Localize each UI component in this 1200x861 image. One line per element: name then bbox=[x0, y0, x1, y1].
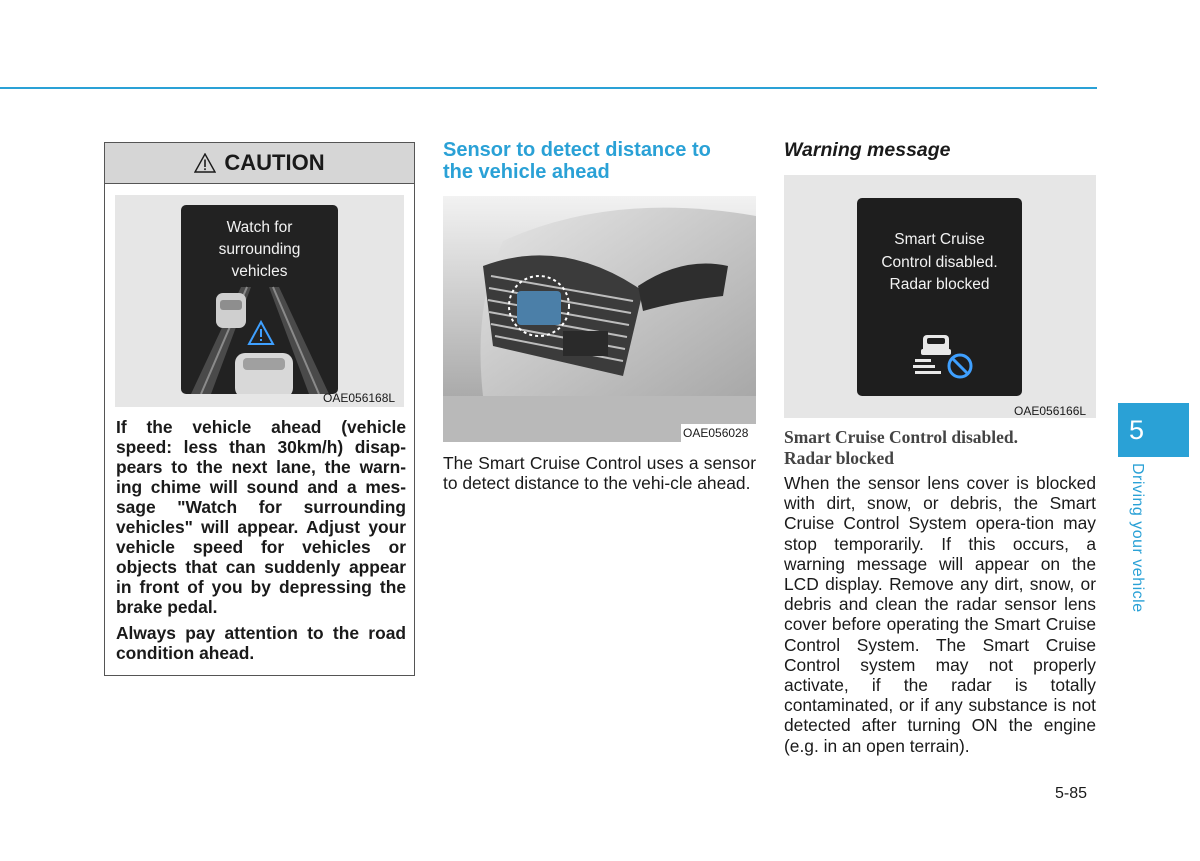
warning-illustration bbox=[784, 175, 1096, 418]
figure-code: OAE056166L bbox=[1014, 404, 1087, 418]
figure-code: OAE056028 bbox=[683, 426, 749, 440]
blocked-sensor-icon bbox=[913, 333, 983, 381]
sensor-text: The Smart Cruise Control uses a sensor to detect distance to the vehi-cle ahead. bbox=[443, 453, 756, 493]
page-number: 5-85 bbox=[1055, 785, 1088, 802]
caution-title: CAUTION bbox=[224, 150, 325, 175]
sensor-photo bbox=[443, 196, 756, 442]
warning-triangle-icon bbox=[194, 153, 216, 173]
caution-paragraph: If the vehicle ahead (vehicle speed: less than 30km/h) disap-pears to the next lane, the warn-ing chime will sound and a mes-sage "Watch for surrounding vehicles" will appear. Adjust your vehicle speed for vehicles or objects that can suddenly appear in front of you by depressing the brake pedal. bbox=[116, 417, 406, 617]
chapter-tab: 5 bbox=[1118, 403, 1189, 457]
display-message: Watch for surrounding vehicles bbox=[218, 219, 301, 280]
chapter-label: Driving your vehicle bbox=[1129, 463, 1146, 613]
section-heading: Sensor to detect distance to the vehicle ahead bbox=[443, 139, 711, 183]
figure-code: OAE056168L bbox=[323, 391, 396, 405]
warning-text: When the sensor lens cover is blocked with dirt, snow, or debris, the Smart Cruise Control System opera-tion may stop temporarily. If this occurs, a warning message will appear on the LCD display. Remove any dirt, snow, or debris and clean the radar sensor lens cover before operating the Smart Cruise Control System. The Smart Cruise Control system may not properly activate, if the radar is totally contaminated, or if any substance is not detected after turning ON the engine (e.g. in an open terrain). bbox=[784, 473, 1096, 756]
caution-illustration bbox=[115, 195, 404, 407]
caution-text bbox=[116, 417, 406, 669]
cluster-display bbox=[857, 198, 1022, 396]
top-rule bbox=[0, 87, 1097, 89]
display-message: Smart Cruise Control disabled. Radar blocked bbox=[881, 231, 998, 293]
cluster-display bbox=[181, 205, 338, 394]
car-front-illustration bbox=[443, 196, 756, 442]
caution-header bbox=[105, 143, 414, 184]
caution-box bbox=[104, 142, 415, 676]
caution-paragraph: Always pay attention to the road condition ahead. bbox=[116, 623, 406, 663]
warning-heading: Warning message bbox=[784, 139, 951, 161]
message-subheading: Smart Cruise Control disabled. Radar blocked bbox=[784, 427, 1018, 468]
